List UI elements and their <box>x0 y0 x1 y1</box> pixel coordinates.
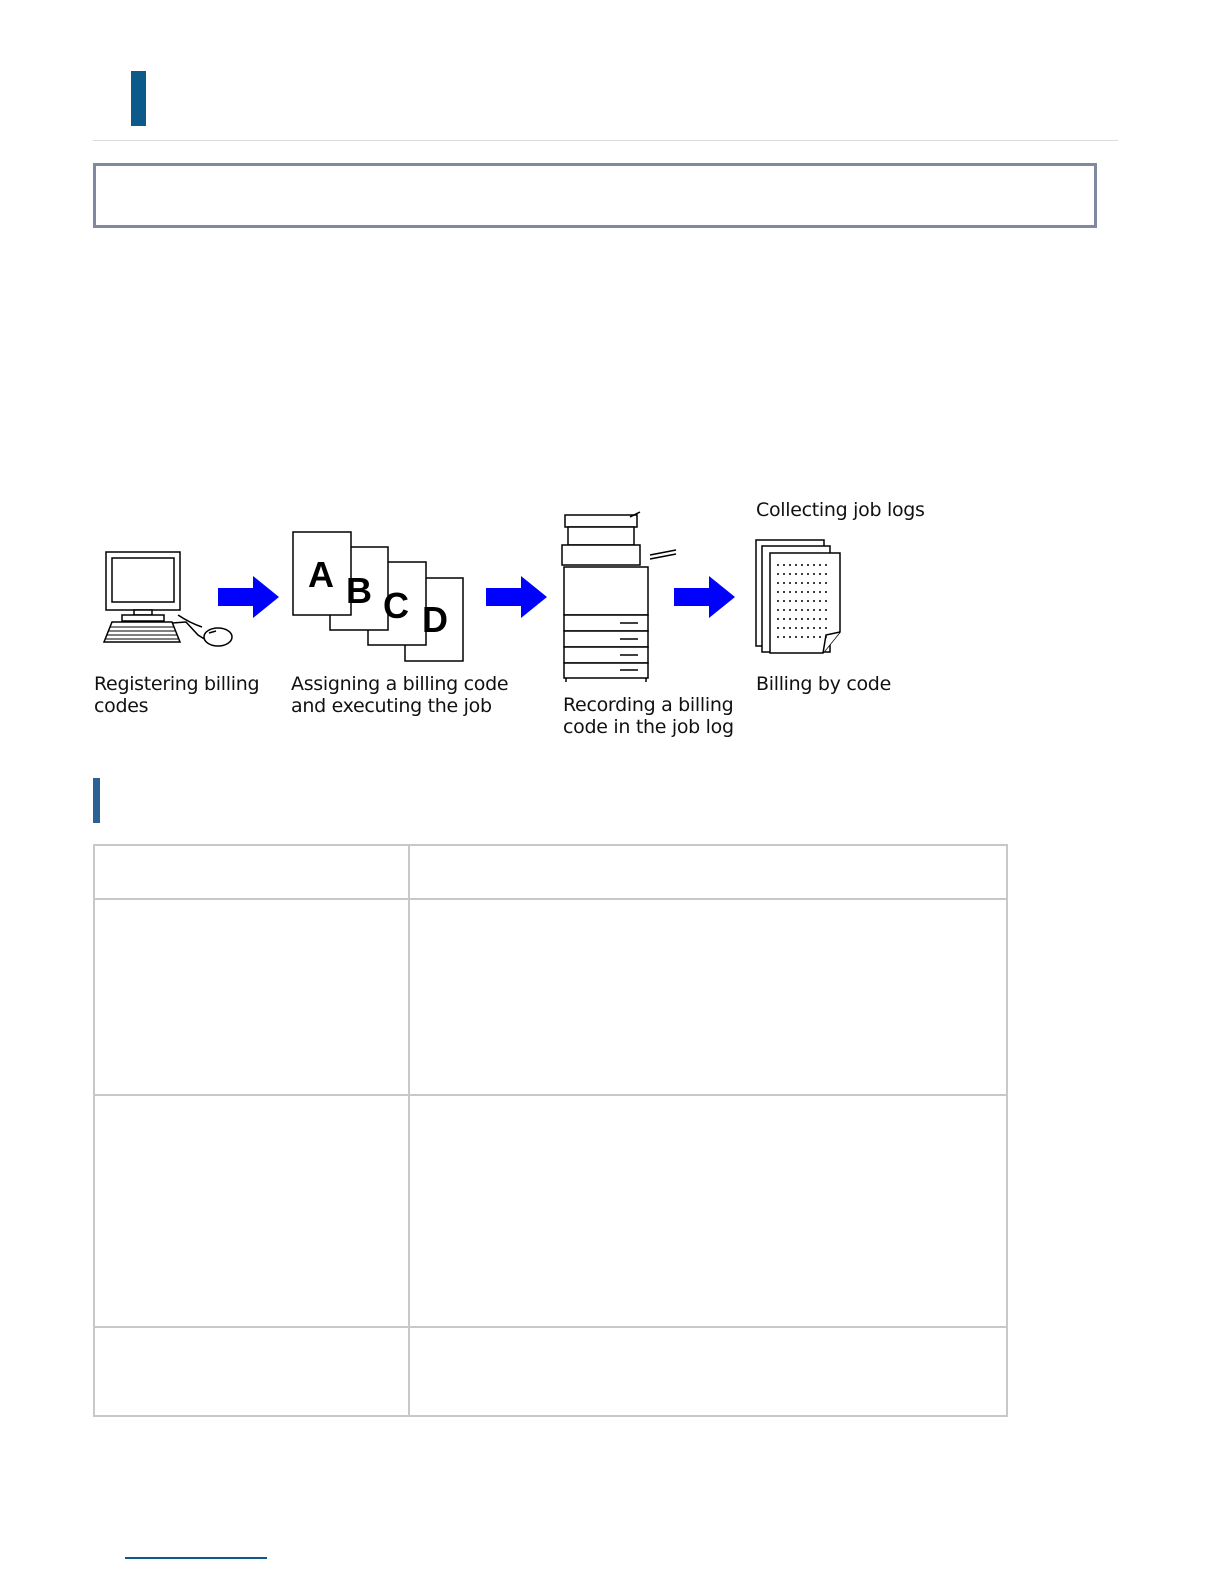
caption-billing-by-code: Billing by code <box>756 673 891 695</box>
table-cell <box>409 1095 1007 1327</box>
settings-table <box>93 844 1008 1417</box>
note-box <box>93 163 1097 228</box>
computer-icon <box>104 552 232 646</box>
doc-letter-a: A <box>308 554 334 595</box>
arrow-icon <box>674 576 735 618</box>
table-cell <box>94 845 409 899</box>
table-row <box>94 845 1007 899</box>
caption-assigning-billing-code: Assigning a billing code and executing the job <box>291 673 509 717</box>
caption-collecting-job-logs: Collecting job logs <box>756 499 925 521</box>
table-cell <box>94 1095 409 1327</box>
section-heading-accent-bar <box>93 778 100 823</box>
table-cell <box>94 899 409 1095</box>
billing-code-workflow-diagram <box>90 495 950 755</box>
documents-icon <box>293 532 463 661</box>
footer-link-underline[interactable] <box>125 1557 267 1559</box>
table-cell <box>409 845 1007 899</box>
table-cell <box>409 899 1007 1095</box>
doc-letter-b: B <box>346 570 372 611</box>
page-title-accent-bar <box>131 71 146 126</box>
caption-registering-billing-codes: Registering billing codes <box>94 673 260 717</box>
caption-recording-billing-code: Recording a billing code in the job log <box>563 694 734 738</box>
table-row <box>94 899 1007 1095</box>
arrow-icon <box>486 576 547 618</box>
table-cell <box>94 1327 409 1416</box>
table-cell <box>409 1327 1007 1416</box>
title-divider <box>93 140 1118 141</box>
doc-letter-d: D <box>422 599 448 640</box>
arrow-icon <box>218 576 279 618</box>
table-row <box>94 1327 1007 1416</box>
printer-icon <box>562 512 676 682</box>
table-row <box>94 1095 1007 1327</box>
job-logs-icon <box>756 540 840 653</box>
doc-letter-c: C <box>383 585 409 626</box>
